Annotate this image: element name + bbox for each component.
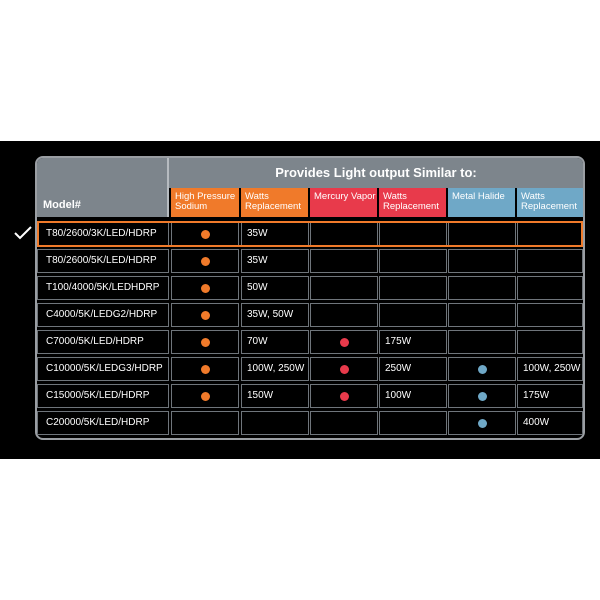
checkmark-icon (14, 226, 32, 240)
mh-column-header: Metal Halide (446, 188, 516, 217)
model-cell: C4000/5K/LEDG2/HDRP (37, 303, 169, 327)
hps-indicator-cell (171, 276, 239, 300)
mv-indicator-cell (310, 222, 378, 246)
mv-watts-cell: 175W (379, 330, 447, 354)
mv-match-dot-icon (340, 392, 349, 401)
mh-match-dot-icon (478, 419, 487, 428)
hps-watts-cell (241, 411, 309, 435)
hps-match-dot-icon (201, 257, 210, 266)
mv-watts-column-header: Watts Replacement (377, 188, 447, 217)
model-cell: C10000/5K/LEDG3/HDRP (37, 357, 169, 381)
model-cell: C7000/5K/LED/HDRP (37, 330, 169, 354)
hps-match-dot-icon (201, 365, 210, 374)
mh-indicator-cell (448, 384, 516, 408)
hps-indicator-cell (171, 357, 239, 381)
mh-watts-column-header: Watts Replacement (515, 188, 583, 217)
mv-watts-cell: 100W (379, 384, 447, 408)
mv-match-dot-icon (340, 365, 349, 374)
model-cell: T100/4000/5K/LEDHDRP (37, 276, 169, 300)
mv-indicator-cell (310, 249, 378, 273)
hps-indicator-cell (171, 384, 239, 408)
mh-watts-cell: 175W (517, 384, 583, 408)
model-header-label: Model# (43, 199, 81, 211)
mh-watts-cell (517, 330, 583, 354)
table-row[interactable] (37, 249, 583, 276)
hps-watts-cell: 35W (241, 222, 309, 246)
hps-match-dot-icon (201, 230, 210, 239)
hps-indicator-cell (171, 222, 239, 246)
table-row[interactable] (37, 276, 583, 303)
hps-watts-column-header: Watts Replacement (239, 188, 309, 217)
hps-indicator-cell (171, 330, 239, 354)
mv-indicator-cell (310, 303, 378, 327)
mv-watts-cell (379, 276, 447, 300)
hps-match-dot-icon (201, 311, 210, 320)
model-column-header (37, 158, 169, 217)
hps-watts-cell: 100W, 250W (241, 357, 309, 381)
model-cell: T80/2600/5K/LED/HDRP (37, 249, 169, 273)
mh-watts-cell (517, 249, 583, 273)
mh-watts-cell (517, 303, 583, 327)
mv-column-header: Mercury Vapor (308, 188, 378, 217)
mv-watts-cell (379, 249, 447, 273)
mv-indicator-cell (310, 411, 378, 435)
mh-indicator-cell (448, 411, 516, 435)
hps-indicator-cell (171, 303, 239, 327)
hps-watts-cell: 150W (241, 384, 309, 408)
hps-match-dot-icon (201, 284, 210, 293)
hps-indicator-cell (171, 249, 239, 273)
mv-indicator-cell (310, 330, 378, 354)
mv-watts-cell (379, 303, 447, 327)
hps-match-dot-icon (201, 392, 210, 401)
mh-indicator-cell (448, 222, 516, 246)
hps-watts-cell: 35W, 50W (241, 303, 309, 327)
table-row[interactable] (37, 303, 583, 330)
mh-indicator-cell (448, 276, 516, 300)
hps-match-dot-icon (201, 338, 210, 347)
mv-indicator-cell (310, 384, 378, 408)
mh-watts-cell (517, 276, 583, 300)
table-row[interactable] (37, 330, 583, 357)
hps-watts-cell: 50W (241, 276, 309, 300)
hps-watts-cell: 35W (241, 249, 309, 273)
mh-indicator-cell (448, 303, 516, 327)
mh-match-dot-icon (478, 392, 487, 401)
model-cell: C15000/5K/LED/HDRP (37, 384, 169, 408)
mh-watts-cell: 400W (517, 411, 583, 435)
mh-indicator-cell (448, 330, 516, 354)
table-row[interactable] (37, 384, 583, 411)
table-row[interactable] (37, 411, 583, 438)
table-row[interactable] (37, 222, 583, 249)
mv-watts-cell (379, 411, 447, 435)
mv-watts-cell: 250W (379, 357, 447, 381)
mv-watts-cell (379, 222, 447, 246)
group-header: Provides Light output Similar to: (169, 158, 583, 188)
mv-indicator-cell (310, 357, 378, 381)
model-cell: C20000/5K/LED/HDRP (37, 411, 169, 435)
mv-match-dot-icon (340, 338, 349, 347)
mv-indicator-cell (310, 276, 378, 300)
hps-watts-cell: 70W (241, 330, 309, 354)
comparison-table (35, 156, 585, 440)
mh-watts-cell: 100W, 250W (517, 357, 583, 381)
mh-watts-cell (517, 222, 583, 246)
hps-indicator-cell (171, 411, 239, 435)
model-cell: T80/2600/3K/LED/HDRP (37, 222, 169, 246)
hps-column-header: High Pressure Sodium (169, 188, 239, 217)
mh-indicator-cell (448, 249, 516, 273)
mh-indicator-cell (448, 357, 516, 381)
table-row[interactable] (37, 357, 583, 384)
mh-match-dot-icon (478, 365, 487, 374)
